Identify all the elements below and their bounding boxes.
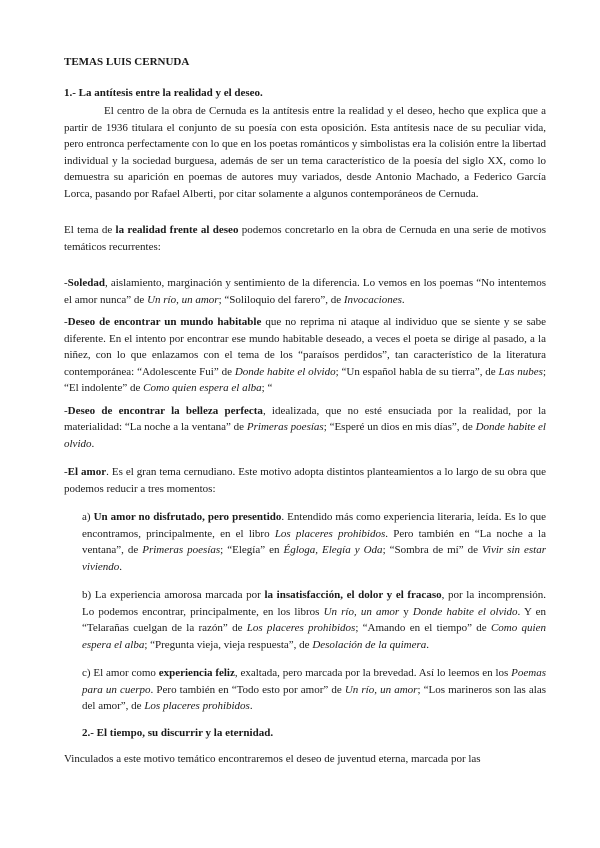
amor-item-b: b) La experiencia amorosa marcada por la insatisfacción, el dolor y el fracaso, por la incomprensión. Lo podemos encontrar, principalmente, en los libros Un río, un amor y Donde habite el olvido. Y en “Telarañas cuelgan de la razón” de Los placeres prohibidos; “Amando en el tiempo” de Como quien espera el alba; “Pregunta vieja, vieja respuesta”, de Desolación de la quimera. [82, 589, 547, 651]
document-title: TEMAS LUIS CERNUDA [64, 56, 190, 68]
document-page [64, 54, 546, 768]
section-1-intro: El centro de la obra de Cernuda es la antítesis entre la realidad y el deseo, hecho que explica que a partir de 1936 titulara el conjunto de su poesía con esta oposición. Esta antítesis nace de su peculiar vida, pero entronca perfectamente con lo que en los poetas románticos y simbolistas era la colisión entre la libertad individual y la sociedad burguesa, además de ser un tema característico de la poesía del siglo XX, como lo demuestra su aparición en poemas de autores muy variados, desde Antonio Machado, a Federico García Lorca, pasando por Rafael Alberti, por citar solamente a algunos contemporáneos de Cernuda. [64, 105, 546, 200]
section-1-heading: 1.- La antítesis entre la realidad y el deseo. [64, 86, 263, 99]
amor-item-c: c) El amor como experiencia feliz, exaltada, pero marcada por la brevedad. Así lo leemos en los Poemas para un cuerpo. Pero también en “Todo esto por amor” de Un río, un amor; “Los marineros son las alas del amor”, de Los placeres prohibidos. [82, 667, 547, 712]
section-2-text: Vinculados a este motivo temático encontraremos el deseo de juventud eterna, marcada por las [64, 753, 481, 765]
amor-item-a: a) Un amor no disfrutado, pero presentido. Entendido más como experiencia literaria, leída. Es lo que encontramos, principalmente, en el libro Los placeres prohibidos. Pero también en “La noche a la ventana”, de Primeras poesías; “Elegía” en Égloga, Elegía y Oda; “Sombra de mí” de Vivir sin estar viviendo. [82, 511, 546, 573]
motif-mundo-habitable: -Deseo de encontrar un mundo habitable que no reprima ni ataque al individuo que se siente y se sabe diferente. En el intento por encontrar ese mundo habitable deseado, a veces el poeta se dirige al pasado, a la niñez, con lo que enlazamos con el tema de los “paraísos perdidos”, tan característico de la literatura contemporánea: “Adolescente Fui” de Donde habite el olvido; “Un español habla de su tierra”, de Las nubes; “El indolente” de Como quien espera el alba; “ [64, 316, 547, 394]
motif-soledad: -Soledad, aislamiento, marginación y sentimiento de la diferencia. Lo vemos en los poemas “No intentemos el amor nunca” de Un río, un amor; “Soliloquio del farero”, de Invocaciones. [64, 277, 546, 306]
motif-amor: -El amor. Es el gran tema cernudiano. Este motivo adopta distintos planteamientos a lo largo de su obra que podemos reducir a tres momentos: [64, 466, 546, 495]
section-2-heading: 2.- El tiempo, su discurrir y la eternidad. [82, 726, 274, 739]
motif-belleza-perfecta: -Deseo de encontrar la belleza perfecta, idealizada, que no esté ensuciada por la realidad, por la materialidad: “La noche a la ventana” de Primeras poesías; “Esperé un dios en mis días”, de Donde habite el olvido. [64, 404, 547, 450]
section-1-motifs-intro: El tema de la realidad frente al deseo podemos concretarlo en la obra de Cernuda en una serie de motivos temáticos recurrentes: [64, 224, 546, 253]
